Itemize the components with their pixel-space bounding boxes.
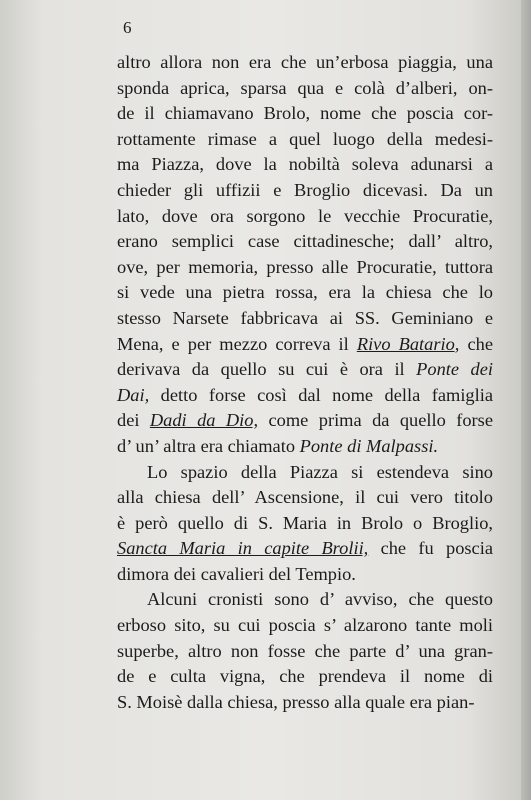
- text-line: [117, 511, 493, 537]
- text-line: [117, 562, 493, 588]
- paragraph: [117, 460, 493, 588]
- text-line: [117, 434, 493, 460]
- text-segment: d’ un’ altra era chiamato: [117, 435, 300, 456]
- text-line: [117, 178, 493, 204]
- text-segment: Alcuni cronisti sono d’ avviso, che questo: [147, 589, 493, 610]
- text-line: [117, 127, 493, 153]
- text-line: [117, 639, 493, 665]
- emphasized-text: Rivo Batario,: [356, 333, 460, 354]
- text-line: [117, 76, 493, 102]
- paragraph: [117, 587, 493, 715]
- text-line: [117, 664, 493, 690]
- text-segment: dimora dei cavalieri del Tempio.: [117, 563, 356, 584]
- paragraph: [117, 50, 493, 460]
- emphasized-text: Ponte di Malpassi.: [299, 435, 439, 456]
- text-line: [117, 101, 493, 127]
- text-segment: erboso sito, su cui poscia s’ alzarono tante moli: [117, 615, 493, 636]
- text-segment: alla chiesa dell’ Ascensione, il cui vero titolo: [117, 487, 493, 508]
- text-segment: detto forse così dal nome della famiglia: [149, 384, 493, 405]
- text-line: [117, 460, 493, 486]
- text-segment: erano semplici case cittadinesche; dall’ altro,: [117, 231, 493, 252]
- text-line: [117, 152, 493, 178]
- text-line: [117, 280, 493, 306]
- text-segment: che fu poscia: [368, 538, 493, 559]
- text-line: [117, 383, 493, 409]
- text-segment: derivava da quello su cui è ora il: [117, 359, 417, 380]
- text-segment: altro allora non era che un’erbosa piaggia, una: [117, 52, 493, 72]
- text-segment: de e culta vigna, che prendeva il nome di: [117, 666, 493, 687]
- text-line: [117, 306, 493, 332]
- text-line: [117, 408, 493, 434]
- emphasized-text: Dadi da Dio,: [149, 410, 259, 431]
- text-segment: Mena, e per mezzo correva il: [117, 333, 357, 354]
- text-segment: chieder gli uffizii e Broglio dicevasi. Da un: [117, 179, 493, 200]
- text-segment: è però quello di S. Maria in Brolo o Broglio,: [117, 512, 493, 533]
- text-segment: Lo spazio della Piazza si estendeva sino: [147, 461, 493, 482]
- emphasized-text: Sancta Maria in capite Brolii,: [117, 538, 369, 559]
- text-segment: dei: [117, 410, 150, 431]
- text-segment: superbe, altro non fosse che parte d’ una gran-: [117, 640, 493, 661]
- text-segment: rottamente rimase a quel luogo della medesi-: [117, 128, 493, 149]
- text-segment: stesso Narsete fabbricava ai SS. Geminiano e: [117, 307, 493, 328]
- page-number: 6: [123, 18, 132, 37]
- text-line: [117, 357, 493, 383]
- text-segment: S. Moisè dalla chiesa, presso alla quale era pian-: [117, 691, 475, 712]
- body-text: [117, 50, 493, 715]
- text-line: [117, 613, 493, 639]
- text-segment: lato, dove ora sorgono le vecchie Procuratie,: [117, 205, 493, 226]
- text-segment: che: [459, 333, 493, 354]
- text-segment: come prima da quello forse: [258, 410, 493, 431]
- emphasized-text: Ponte dei: [416, 359, 493, 380]
- text-segment: ma Piazza, dove la nobiltà soleva adunarsi a: [117, 154, 493, 175]
- text-segment: sponda aprica, sparsa qua e colà d’alberi, on-: [117, 77, 493, 98]
- text-line: [117, 690, 493, 716]
- text-line: [117, 332, 493, 358]
- text-segment: si vede una pietra rossa, era la chiesa che lo: [117, 282, 493, 303]
- text-line: [117, 485, 493, 511]
- text-line: [117, 204, 493, 230]
- text-segment: ove, per memoria, presso alle Procuratie, tuttora: [117, 256, 493, 277]
- page-edge-shadow: [521, 0, 531, 800]
- text-line: [117, 229, 493, 255]
- text-line: [117, 50, 493, 76]
- text-line: [117, 255, 493, 281]
- emphasized-text: Dai,: [117, 384, 150, 405]
- text-segment: de il chiamavano Brolo, nome che poscia cor-: [117, 103, 493, 124]
- text-line: [117, 536, 493, 562]
- text-line: [117, 587, 493, 613]
